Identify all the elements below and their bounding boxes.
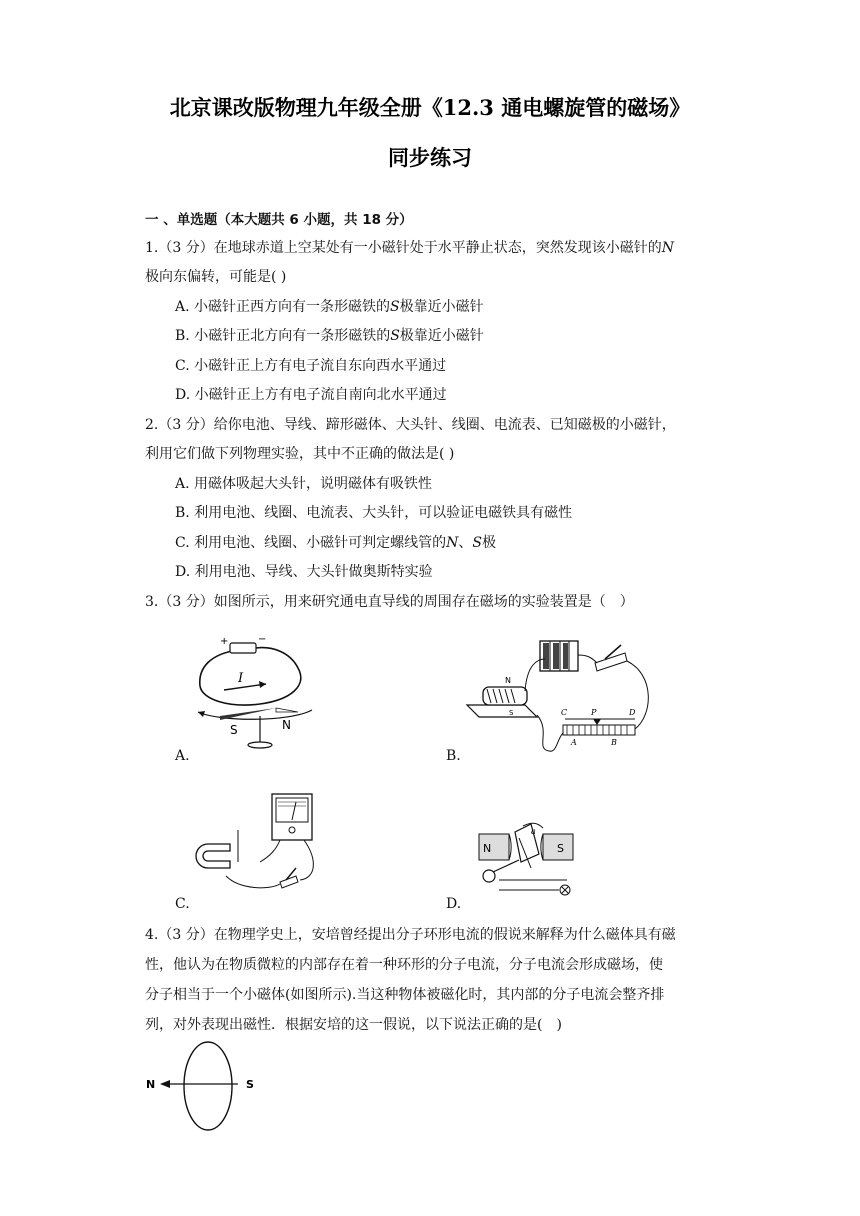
- question-2-option-b: B. 利用电池、线圈、电流表、大头针，可以验证电磁铁具有磁性: [175, 505, 573, 521]
- figure-b-c-label: C: [561, 708, 568, 717]
- figure-d-generator-coil: [475, 820, 585, 900]
- figure-d-a-label: a: [531, 827, 536, 836]
- figure-molecular-current-loop: [140, 1040, 270, 1136]
- question-2-option-c: C. 利用电池、线圈、小磁针可判定螺线管的𝑁、𝑆极: [175, 535, 496, 551]
- figure-a-oersted: [190, 628, 330, 758]
- figure-label-b: B.: [446, 748, 461, 764]
- question-1-option-c: C. 小磁针正上方有电子流自东向西水平通过: [175, 358, 447, 374]
- question-2-stem-line2: 利用它们做下列物理实验，其中不正确的做法是( ): [145, 446, 455, 462]
- figure-a-s-label: S: [230, 723, 238, 737]
- question-3-stem: 3.（3 分）如图所示，用来研究通电直导线的周围存在磁场的实验装置是（ ）: [145, 594, 634, 610]
- figure-label-d: D.: [446, 896, 462, 912]
- document-title-line2: 同步练习: [388, 145, 472, 170]
- question-2-stem-line1: 2.（3 分）给你电池、导线、蹄形磁体、大头针、线圈、电流表、已知磁极的小磁针，: [145, 417, 676, 433]
- question-1-option-d: D. 小磁针正上方有电子流自南向北水平通过: [175, 387, 447, 403]
- question-4-stem-line1: 4.（3 分）在物理学史上，安培曾经提出分子环形电流的假说来解释为什么磁体具有磁: [145, 927, 676, 943]
- figure-c-horseshoe-galvanometer: [200, 790, 330, 900]
- question-4-stem-line4: 列，对外表现出磁性．根据安培的这一假说，以下说法正确的是( ): [145, 1017, 562, 1033]
- question-1-stem-line2: 极向东偏转，可能是( ): [145, 269, 287, 285]
- figure-b-b-label: B: [611, 738, 617, 747]
- figure-label-a: A.: [175, 748, 190, 764]
- figure-loop-n-label: N: [146, 1078, 156, 1091]
- figure-a-current-label: I: [238, 671, 244, 686]
- figure-b-p-label: P: [591, 708, 597, 717]
- figure-b-n-label: N: [505, 676, 511, 685]
- question-2-option-d: D. 利用电池、导线、大头针做奥斯特实验: [175, 564, 433, 580]
- question-1-option-b: B. 小磁针正北方向有一条形磁铁的𝑆极靠近小磁针: [175, 328, 484, 344]
- question-1-stem-line1: 1.（3 分）在地球赤道上空某处有一小磁针处于水平静止状态，突然发现该小磁针的𝑁: [145, 240, 674, 256]
- question-1-option-a: A. 小磁针正西方向有一条形磁铁的𝑆极靠近小磁针: [175, 299, 484, 315]
- figure-d-n-label: N: [483, 842, 492, 855]
- figure-loop-s-label: S: [246, 1078, 254, 1091]
- figure-d-s-label: S: [557, 842, 564, 855]
- svg-text:+: +: [220, 636, 229, 647]
- question-4-stem-line2: 性，他认为在物质微粒的内部存在着一种环形的分子电流，分子电流会形成磁场，使: [145, 957, 663, 973]
- document-title-line1: 北京课改版物理九年级全册《12.3 通电螺旋管的磁场》: [169, 95, 691, 120]
- section-heading: 一 、单选题（本大题共 6 小题，共 18 分）: [145, 212, 413, 228]
- svg-text:−: −: [258, 634, 267, 645]
- figure-b-electromagnet-circuit: [465, 635, 665, 755]
- figure-b-s-label: S: [509, 709, 514, 717]
- question-4-stem-line3: 分子相当于一个小磁体(如图所示).当这种物体被磁化时，其内部的分子电流会整齐排: [145, 987, 665, 1003]
- question-2-option-a: A. 用磁体吸起大头针，说明磁体有吸铁性: [175, 476, 433, 492]
- figure-a-n-label: N: [282, 718, 291, 732]
- figure-b-a-label: A: [571, 738, 577, 747]
- figure-b-d-label: D: [629, 708, 636, 717]
- figure-label-c: C.: [175, 896, 190, 912]
